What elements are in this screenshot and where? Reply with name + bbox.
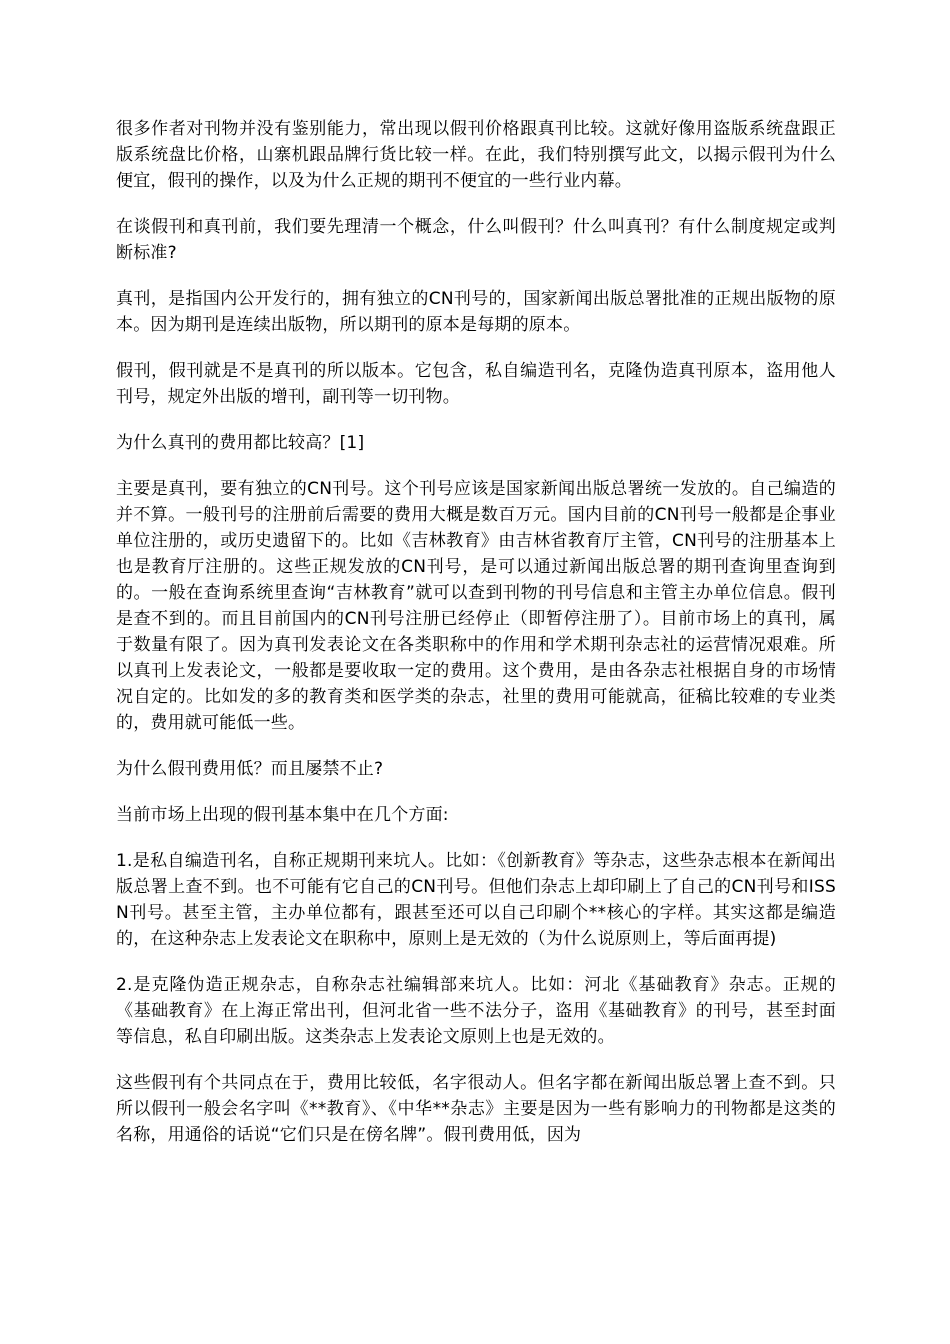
section-heading-fake-journal-cost: 为什么假刊费用低？而且屡禁不止?	[116, 759, 384, 779]
real-journal-cost-paragraph: 主要是真刊，要有独立的CN刊号。这个刊号应该是国家新闻出版总署统一发放的。自己编造的并不算。一般刊号的注册前后需要的费用大概是数百万元。国内目前的CN刊号一般都是企事业单位注册的，或历史遗留下的。比如《吉林教育》由吉林省教育厅主管，CN刊号的注册基本上也是教育厅注册的。这些正规发放的CN刊号，是可以通过新闻出版总署的期刊查询里查询到的。一般在查询系统里查询“吉林教育”就可以查到刊物的刊号信息和主管主办单位信息。假刊是查不到的。而且目前国内的CN刊号注册已经停止（即暂停注册了）。目前市场上的真刊，属于数量有限了。因为真刊发表论文在各类职称中的作用和学术期刊杂志社的运营情况艰难。所以真刊上发表论文，一般都是要收取一定的费用。这个费用，是由各杂志社根据自身的市场情况自定的。比如发的多的教育类和医学类的杂志，社里的费用可能就高，征稿比较难的专业类的，费用就可能低一些。	[116, 479, 836, 733]
intro-paragraph: 很多作者对刊物并没有鉴别能力，常出现以假刊价格跟真刊比较。这就好像用盗版系统盘跟正版系统盘比价格，山寨机跟品牌行货比较一样。在此，我们特别撰写此文，以揭示假刊为什么便宜，假刊的操作，以及为什么正规的期刊不便宜的一些行业内幕。	[116, 119, 836, 191]
concept-question-paragraph: 在谈假刊和真刊前，我们要先理清一个概念，什么叫假刊？什么叫真刊？有什么制度规定或判断标准?	[116, 217, 836, 263]
fake-journal-common-traits-paragraph: 这些假刊有个共同点在于，费用比较低，名字很动人。但名字都在新闻出版总署上查不到。只所以假刊一般会名字叫《**教育》、《中华**杂志》主要是因为一些有影响力的刊物都是这类的名称，用通俗的话说“它们只是在傍名牌”。假刊费用低，因为	[116, 1073, 836, 1145]
fake-journal-point-1: 1.是私自编造刊名，自称正规期刊来坑人。比如：《创新教育》等杂志，这些杂志根本在新闻出版总署上查不到。也不可能有它自己的CN刊号。但他们杂志上却印刷上了自己的CN刊号和ISSN刊号。甚至主管，主办单位都有，跟甚至还可以自己印刷个**核心的字样。其实这都是编造的，在这种杂志上发表论文在职称中，原则上是无效的（为什么说原则上，等后面再提)	[116, 851, 836, 949]
fake-journal-aspects-intro: 当前市场上出现的假刊基本集中在几个方面:	[116, 805, 449, 825]
fake-journal-definition-paragraph: 假刊，假刊就是不是真刊的所以版本。它包含，私自编造刊名，克隆伪造真刊原本，盗用他人刊号，规定外出版的增刊，副刊等一切刊物。	[116, 361, 836, 407]
real-journal-definition-paragraph: 真刊，是指国内公开发行的，拥有独立的CN刊号的，国家新闻出版总署批准的正规出版物的原本。因为期刊是连续出版物，所以期刊的原本是每期的原本。	[116, 289, 836, 335]
fake-journal-point-2: 2.是克隆伪造正规杂志，自称杂志社编辑部来坑人。比如：河北《基础教育》杂志。正规的《基础教育》在上海正常出刊，但河北省一些不法分子，盗用《基础教育》的刊号，甚至封面等信息，私自印刷出版。这类杂志上发表论文原则上也是无效的。	[116, 975, 836, 1047]
document-page	[116, 116, 836, 1168]
section-heading-real-journal-cost: 为什么真刊的费用都比较高？[1]	[116, 433, 365, 453]
